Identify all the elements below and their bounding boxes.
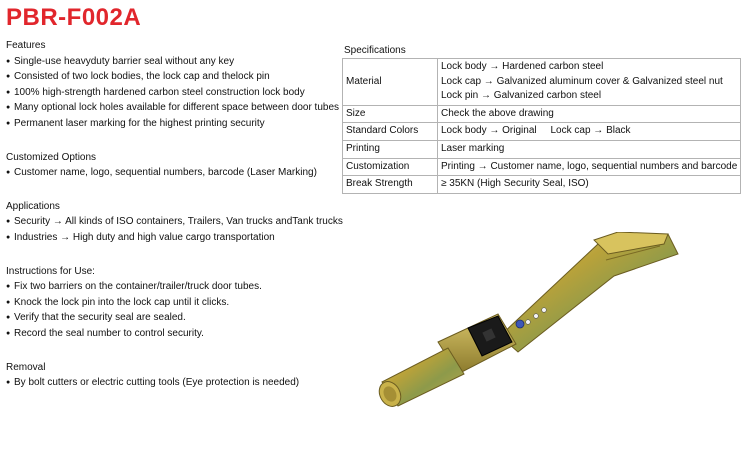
applications-list — [6, 214, 341, 245]
material-value — [438, 59, 741, 106]
strength-label: Break Strength — [343, 176, 438, 194]
features-heading: Features — [6, 40, 46, 51]
list-item: ● Security → All kinds of ISO containers, Trailers, Van trucks andTank trucks — [6, 214, 341, 230]
printing-value: Laser marking — [438, 140, 741, 158]
printing-label: Printing — [343, 140, 438, 158]
table-row — [343, 158, 741, 176]
customization-label: Customization — [343, 158, 438, 176]
material-line: Lock body → Hardened carbon steel — [441, 61, 604, 72]
list-item: ● By bolt cutters or electric cutting tools (Eye protection is needed) — [6, 375, 341, 391]
barrier-seal-product-image — [368, 232, 686, 410]
instructions-list — [6, 279, 341, 341]
table-row — [343, 59, 741, 106]
list-item: ● 100% high-strength hardened carbon steel construction lock body — [6, 85, 341, 101]
colors-value: Lock body → Original Lock cap → Black — [438, 123, 741, 141]
specifications-block — [342, 44, 741, 194]
customized-heading: Customized Options — [6, 151, 97, 163]
description-column — [6, 38, 341, 391]
removal-list — [6, 375, 341, 391]
removal-heading: Removal — [6, 361, 46, 373]
specifications-table — [342, 58, 741, 194]
list-item: ● Many optional lock holes available for different space between door tubes — [6, 100, 341, 116]
material-label: Material — [343, 59, 438, 106]
specifications-heading: Specifications — [344, 45, 406, 56]
size-value: Check the above drawing — [438, 105, 741, 123]
list-item: ● Fix two barriers on the container/trailer/truck door tubes. — [6, 279, 341, 295]
table-row — [343, 176, 741, 194]
list-item: ● Industries → High duty and high value cargo transportation — [6, 230, 341, 246]
strength-value: ≥ 35KN (High Security Seal, ISO) — [438, 176, 741, 194]
list-item: ● Consisted of two lock bodies, the lock cap and thelock pin — [6, 69, 341, 85]
list-item: ● Knock the lock pin into the lock cap until it clicks. — [6, 295, 341, 311]
list-item: ● Permanent laser marking for the highest printing security — [6, 116, 341, 132]
table-row — [343, 123, 741, 141]
customized-list — [6, 165, 341, 181]
list-item: ● Verify that the security seal are sealed. — [6, 310, 341, 326]
list-item: ● Customer name, logo, sequential numbers, barcode (Laser Marking) — [6, 165, 341, 181]
colors-label: Standard Colors — [343, 123, 438, 141]
seal-body — [375, 232, 678, 410]
size-label: Size — [343, 105, 438, 123]
list-item: ● Single-use heavyduty barrier seal without any key — [6, 54, 341, 70]
customization-value: Printing → Customer name, logo, sequential numbers and barcode — [438, 158, 741, 176]
features-list — [6, 54, 341, 132]
applications-heading: Applications — [6, 200, 60, 212]
material-line: Lock pin → Galvanized carbon steel — [441, 90, 602, 102]
table-row — [343, 105, 741, 123]
instructions-heading: Instructions for Use: — [6, 265, 95, 277]
list-item: ● Record the seal number to control security. — [6, 326, 341, 342]
table-row — [343, 140, 741, 158]
product-title: PBR-F002A — [6, 4, 142, 31]
material-line: Lock cap → Galvanized aluminum cover & Galvanized steel nut — [441, 75, 723, 87]
